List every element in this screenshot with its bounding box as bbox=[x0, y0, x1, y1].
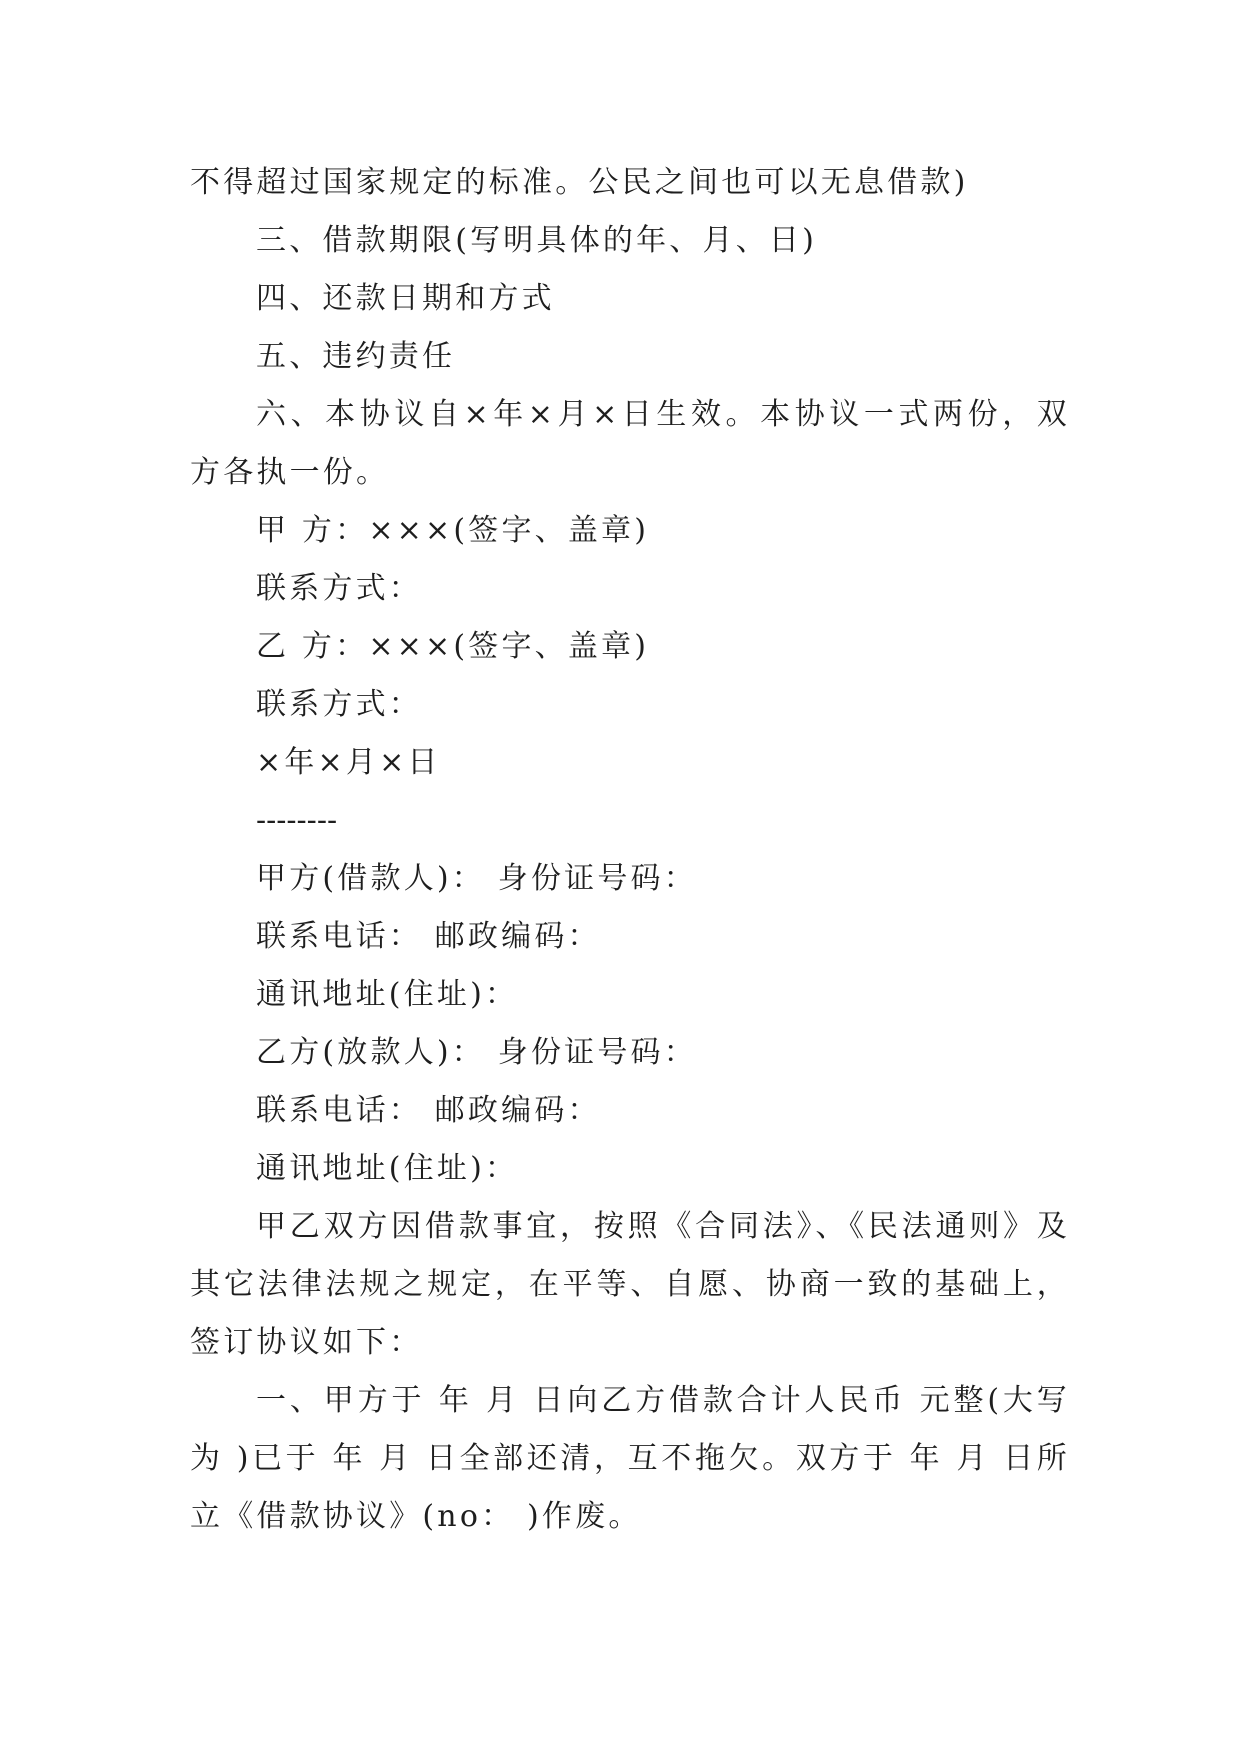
lender-phone: 联系电话： 邮政编码： bbox=[256, 1093, 601, 1128]
paragraph-repayment: 四、还款日期和方式 bbox=[256, 281, 555, 316]
party-a-contact: 联系方式： bbox=[256, 571, 422, 606]
paragraph-preamble: 甲乙双方因借款事宜，按照《合同法》、《民法通则》及其它法律法规之规定，在平等、自愿、协商一致的基础上，签订协议如下： bbox=[190, 1209, 1070, 1360]
borrower-phone: 联系电话： 邮政编码： bbox=[256, 919, 601, 954]
separator-line: -------- bbox=[256, 803, 338, 838]
document-body bbox=[190, 154, 1070, 1546]
borrower-id: 甲方(借款人)： 身份证号码： bbox=[256, 861, 697, 896]
paragraph-loan-term: 三、借款期限(写明具体的年、月、日) bbox=[256, 223, 818, 258]
paragraph-clause-one: 一、甲方于 年 月 日向乙方借款合计人民币 元整(大写为 )已于 年 月 日全部还清，互不拖欠。双方于 年 月 日所立《借款协议》(no： )作废。 bbox=[190, 1383, 1070, 1534]
lender-address: 通讯地址(住址)： bbox=[256, 1151, 519, 1186]
paragraph-liability: 五、违约责任 bbox=[256, 339, 456, 374]
lender-id: 乙方(放款人)： 身份证号码： bbox=[256, 1035, 697, 1070]
party-b-contact: 联系方式： bbox=[256, 687, 422, 722]
borrower-address: 通讯地址(住址)： bbox=[256, 977, 519, 1012]
party-b-signature: 乙 方：×××(签字、盖章) bbox=[256, 629, 650, 664]
paragraph-interest-note: 不得超过国家规定的标准。公民之间也可以无息借款) bbox=[190, 165, 969, 200]
signature-date: ×年×月×日 bbox=[256, 745, 441, 780]
paragraph-effective-date: 六、本协议自×年×月×日生效。本协议一式两份，双方各执一份。 bbox=[190, 397, 1070, 490]
party-a-signature: 甲 方：×××(签字、盖章) bbox=[256, 513, 650, 548]
